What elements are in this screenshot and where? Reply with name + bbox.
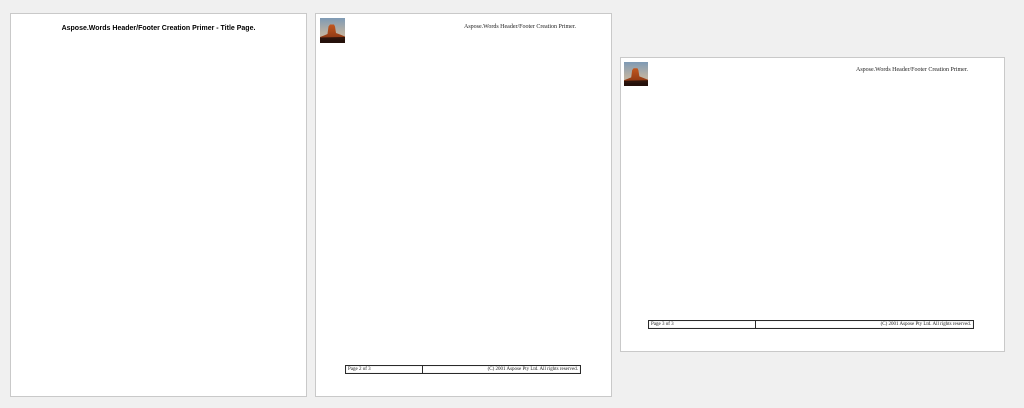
footer-table (345, 365, 581, 374)
page-title: Aspose.Words Header/Footer Creation Primer - Title Page. (61, 25, 256, 32)
footer-copyright-cell: (C) 2001 Aspose Pty Ltd. All rights reserved. (880, 322, 971, 327)
document-page-3 (620, 57, 1005, 352)
footer-table (648, 320, 974, 329)
footer-page-number-cell: Page 2 of 3 (346, 366, 423, 373)
red-rock-image (624, 62, 648, 86)
footer-page-number-cell: Page 3 of 3 (649, 321, 756, 328)
document-page-2 (315, 13, 612, 397)
document-page-1 (10, 13, 307, 397)
footer-copyright-cell: (C) 2001 Aspose Pty Ltd. All rights reserved. (487, 367, 578, 372)
red-rock-image (320, 18, 345, 43)
page-header-text: Aspose.Words Header/Footer Creation Primer. (464, 24, 576, 30)
page-header-text: Aspose.Words Header/Footer Creation Primer. (856, 67, 968, 73)
